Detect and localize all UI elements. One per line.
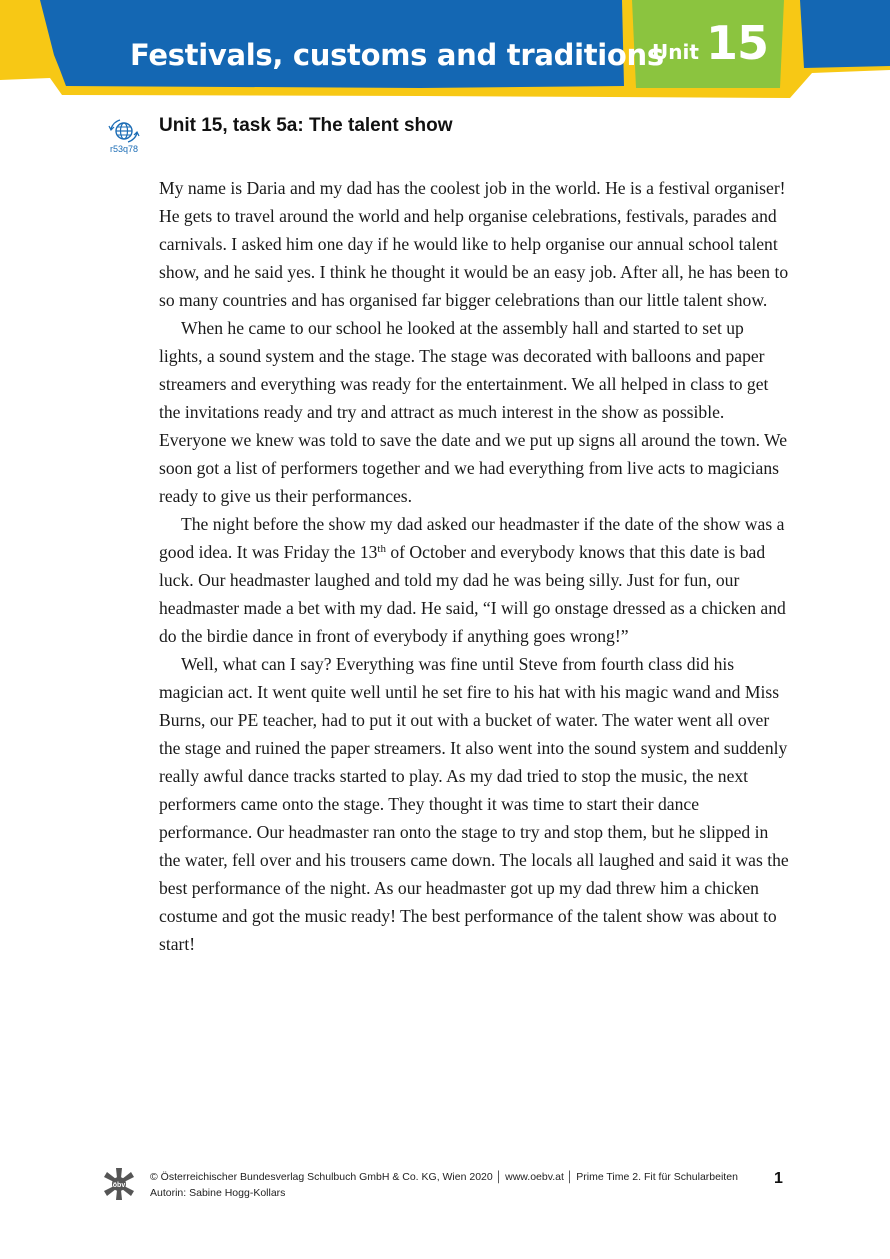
oebv-logo	[104, 1168, 134, 1200]
story-text	[159, 174, 789, 958]
unit-number: 15	[706, 16, 769, 70]
task-title: Unit 15, task 5a: The talent show	[159, 115, 453, 136]
paragraph-3-end: of October and everybody knows that this date is bad luck. Our headmaster laughed and told my dad he was being silly. Just for fun, our headmaster made a bet with my dad. He said, “I will go onstage dressed as a chicken and do the birdie dance in front of everybody if anything goes wrong!”	[159, 542, 786, 646]
author-line: Autorin: Sabine Hogg-Kollars	[150, 1187, 286, 1199]
paragraph-3	[159, 510, 789, 650]
unit-badge	[636, 0, 781, 88]
header-banner	[0, 0, 890, 110]
logo-text: öbv	[112, 1182, 126, 1189]
page-title: Festivals, customs and traditions	[130, 38, 664, 72]
copyright-line: © Österreichischer Bundesverlag Schulbuch GmbH & Co. KG, Wien 2020 │ www.oebv.at │ Prime Time 2. Fit für Schularbeiten	[150, 1171, 738, 1183]
page-number: 1	[774, 1170, 783, 1187]
unit-label: Unit	[652, 40, 699, 64]
paragraph-4: Well, what can I say? Everything was fine until Steve from fourth class did his magician act. It went quite well until he set fire to his hat with his magic wand and Miss Burns, our PE teacher, had to put it out with a bucket of water. The water went all over the stage and ruined the paper streamers. It also went into the sound system and suddenly really awful dance tracks started to play. As my dad tried to stop the music, the next performers came onto the stage. They thought it was time to start their dance performance. Our headmaster ran onto the stage to try and stop them, but he slipped in the water, fell over and his trousers came down. The locals all laughed and said it was the best performance of the night. As our headmaster got up my dad threw him a chicken costume and got the music ready! The best performance of the talent show was about to start!	[159, 654, 789, 954]
footer	[150, 1169, 738, 1201]
paragraph-1: My name is Daria and my dad has the coolest job in the world. He is a festival organiser! He gets to travel around the world and help organise celebrations, festivals, parades and carnivals. I asked him one day if he would like to help organise our annual school talent show, and he said yes. I think he thought it would be an easy job. After all, he has been to so many countries and has organised far bigger celebrations than our little talent show.	[159, 178, 789, 310]
web-code[interactable]: r53q78	[109, 144, 139, 154]
ordinal-suffix: th	[377, 543, 386, 555]
paragraph-2: When he came to our school he looked at the assembly hall and started to set up lights, a sound system and the stage. The stage was decorated with balloons and paper streamers and everything was ready for the entertainment. We all helped in class to get the invitations ready and try and attract as much interest in the show as possible. Everyone we knew was told to save the date and we put up signs all around the town. We soon got a list of performers together and we had everything from live acts to magicians ready to give us their performances.	[159, 318, 788, 506]
paragraph-3-start: The night before the show my dad asked our headmaster if the date of the show was a good idea. It was Friday the 13	[159, 514, 785, 562]
